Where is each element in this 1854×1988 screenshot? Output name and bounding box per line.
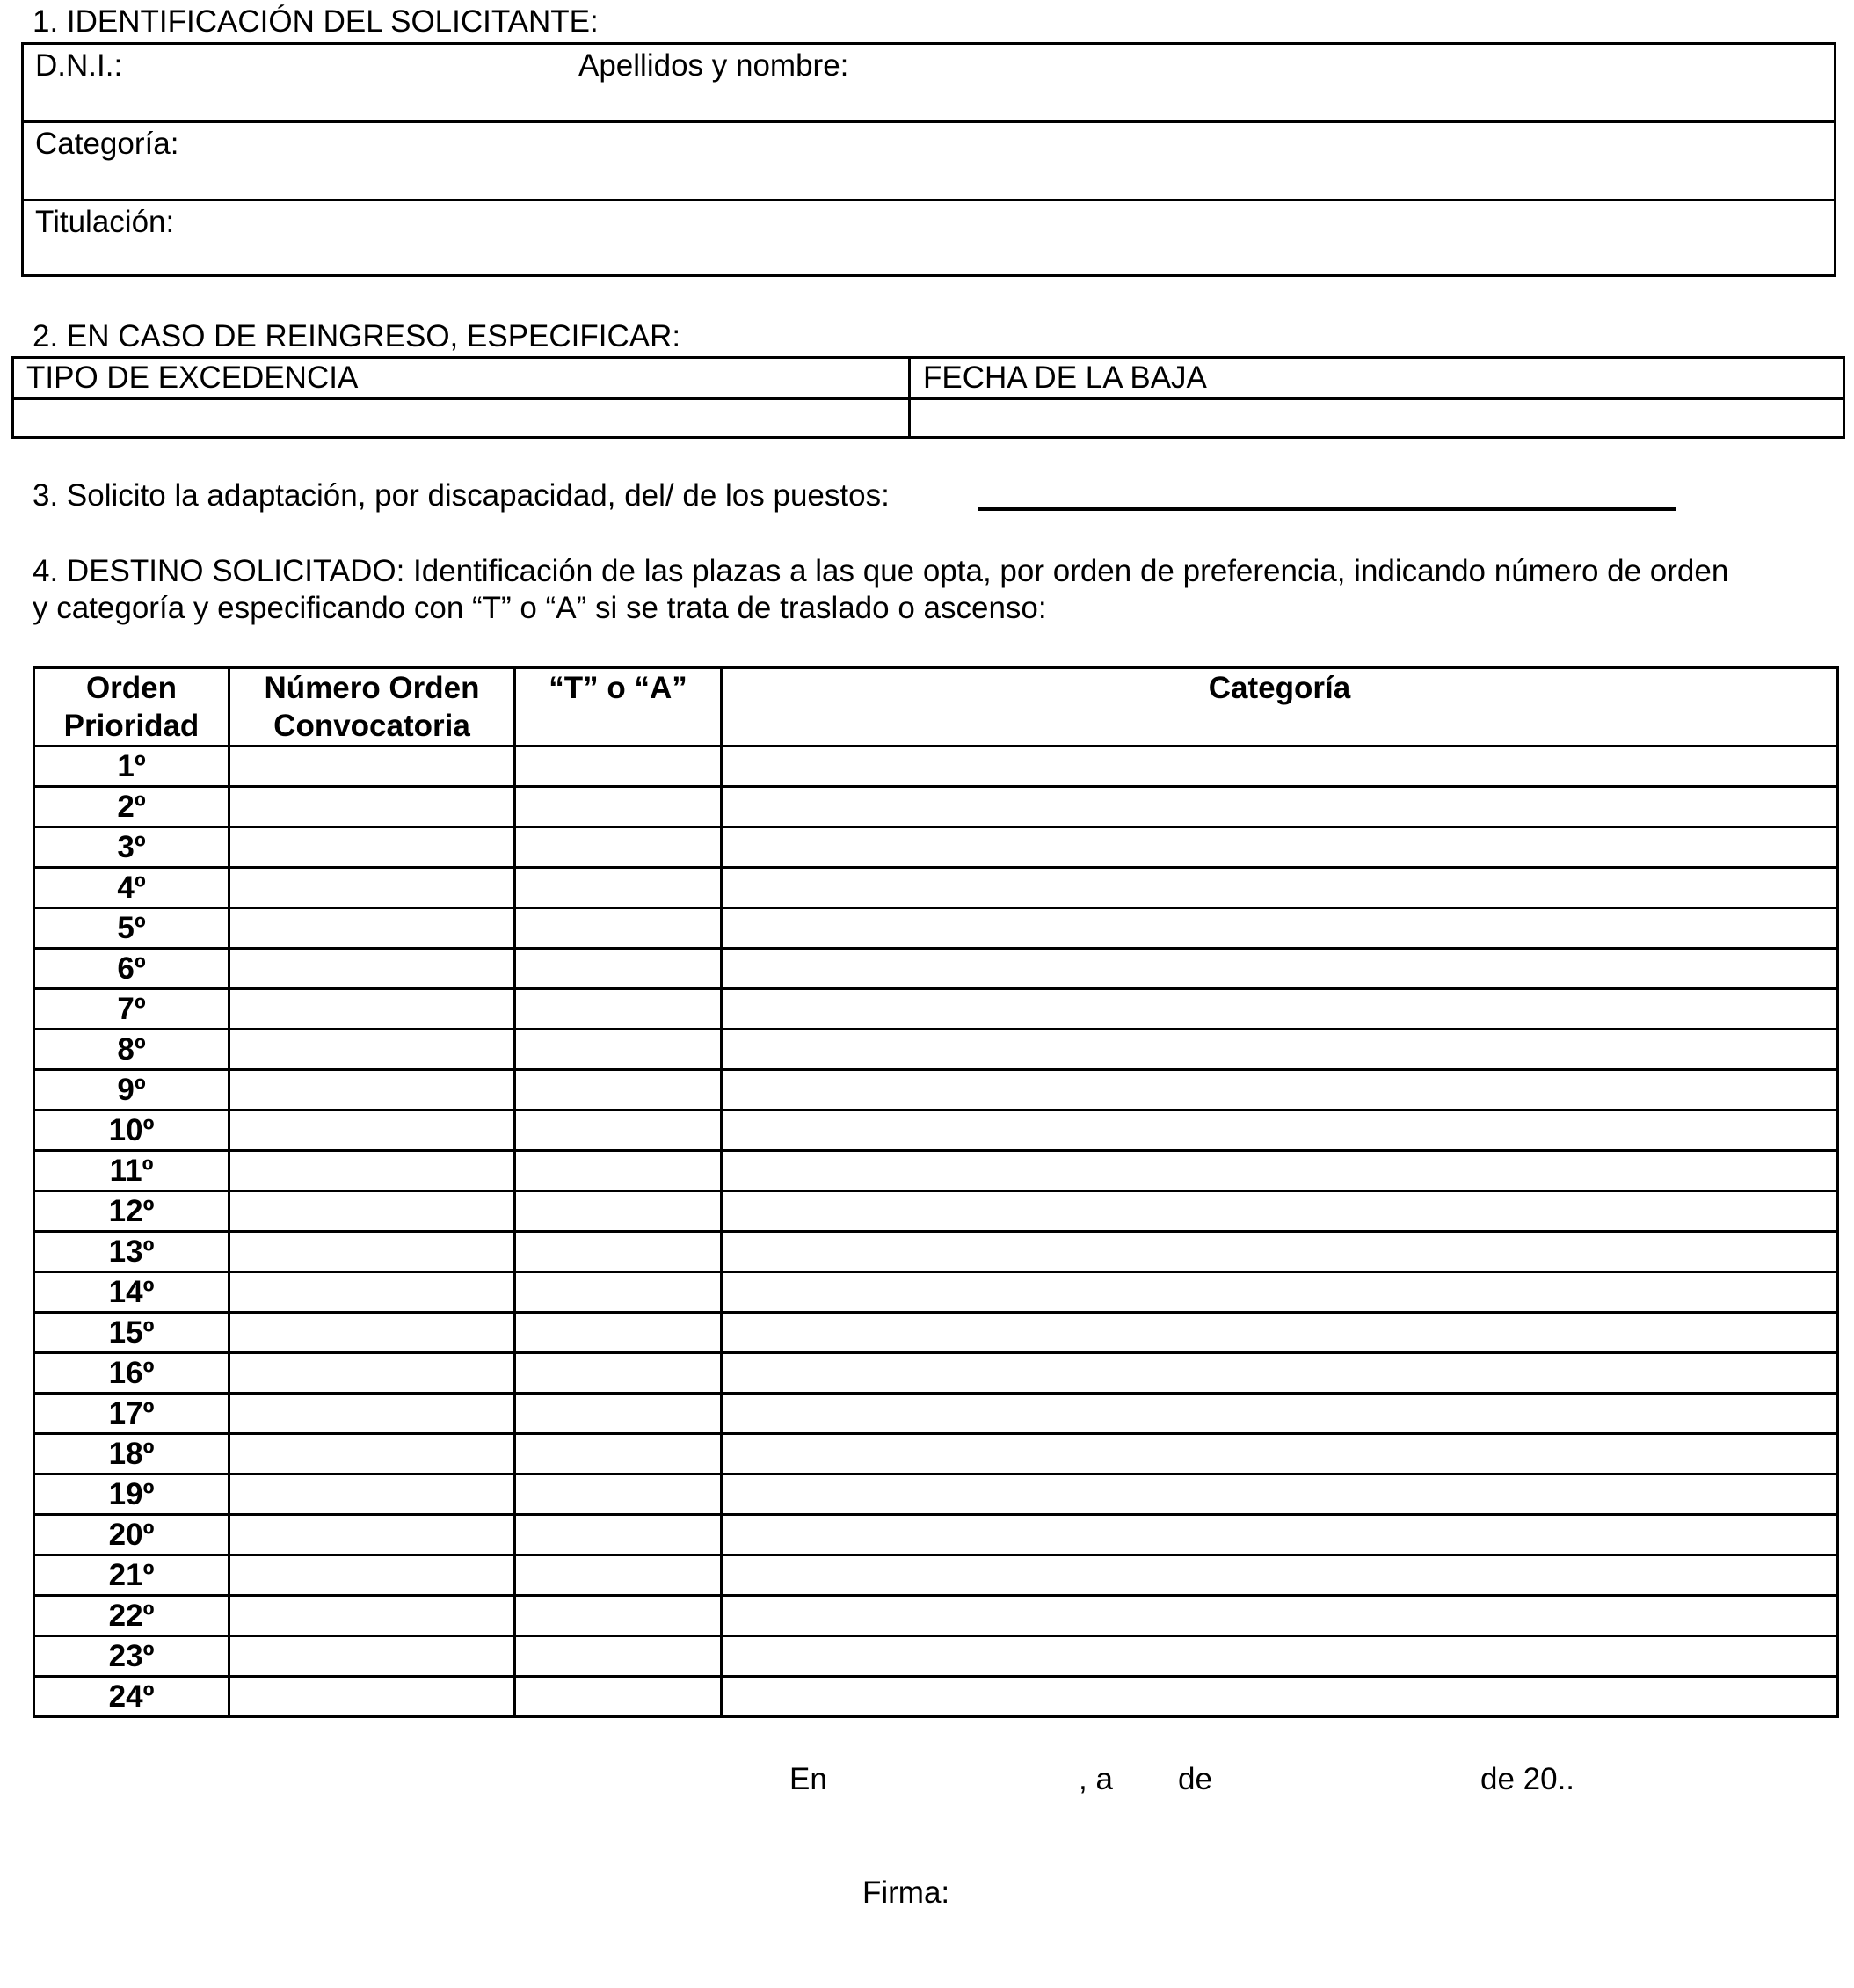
dni-name-row[interactable] [24, 45, 1834, 123]
category-cell[interactable] [722, 1394, 1838, 1434]
section4-text-line2: y categoría y especificando con “T” o “A” si se trata de traslado o ascenso: [33, 591, 1047, 625]
t-or-a-cell[interactable] [515, 1191, 722, 1232]
priority-row [34, 868, 1838, 908]
category-cell[interactable] [722, 1151, 1838, 1191]
priority-row [34, 1515, 1838, 1555]
header-orden-line1: Orden [85, 671, 178, 705]
priority-row [34, 1475, 1838, 1515]
t-or-a-cell[interactable] [515, 1555, 722, 1596]
priority-row [34, 1677, 1838, 1717]
category-cell[interactable] [722, 1596, 1838, 1636]
t-or-a-cell[interactable] [515, 1353, 722, 1394]
category-cell[interactable] [722, 746, 1838, 787]
category-cell[interactable] [722, 827, 1838, 868]
priority-row [34, 1151, 1838, 1191]
t-or-a-cell[interactable] [515, 949, 722, 989]
priority-row [34, 1070, 1838, 1111]
category-cell[interactable] [722, 1434, 1838, 1475]
convocatoria-number-cell[interactable] [229, 1151, 515, 1191]
footer-en: En [789, 1762, 827, 1796]
convocatoria-number-cell[interactable] [229, 868, 515, 908]
convocatoria-number-cell[interactable] [229, 908, 515, 949]
footer-de-2: de 20.. [1480, 1762, 1575, 1796]
t-or-a-cell[interactable] [515, 1111, 722, 1151]
footer-de-1: de [1178, 1762, 1212, 1796]
priority-order-cell: 11º [34, 1151, 229, 1191]
convocatoria-number-cell[interactable] [229, 1313, 515, 1353]
convocatoria-number-cell[interactable] [229, 1111, 515, 1151]
priority-order-cell: 24º [34, 1677, 229, 1717]
leave-date-field[interactable] [910, 399, 1844, 438]
priority-order-cell: 9º [34, 1070, 229, 1111]
priority-order-cell: 15º [34, 1313, 229, 1353]
header-numero-line1: Número Orden [264, 671, 480, 705]
category-cell[interactable] [722, 1515, 1838, 1555]
convocatoria-number-cell[interactable] [229, 746, 515, 787]
category-cell[interactable] [722, 1636, 1838, 1677]
t-or-a-cell[interactable] [515, 1596, 722, 1636]
section3-text: 3. Solicito la adaptación, por discapacidad, del/ de los puestos: [33, 478, 890, 513]
name-label: Apellidos y nombre: [578, 48, 849, 83]
priority-row [34, 1353, 1838, 1394]
priority-row [34, 746, 1838, 787]
t-or-a-cell[interactable] [515, 1151, 722, 1191]
header-categoria: Categoría [722, 668, 1838, 746]
convocatoria-number-cell[interactable] [229, 1596, 515, 1636]
t-or-a-cell[interactable] [515, 989, 722, 1030]
priority-order-cell: 3º [34, 827, 229, 868]
priority-order-cell: 8º [34, 1030, 229, 1070]
priority-order-cell: 19º [34, 1475, 229, 1515]
category-cell[interactable] [722, 1677, 1838, 1717]
priority-row [34, 989, 1838, 1030]
category-cell[interactable] [722, 1272, 1838, 1313]
priority-order-cell: 1º [34, 746, 229, 787]
t-or-a-cell[interactable] [515, 1313, 722, 1353]
convocatoria-number-cell[interactable] [229, 1475, 515, 1515]
priority-order-cell: 23º [34, 1636, 229, 1677]
convocatoria-number-cell[interactable] [229, 827, 515, 868]
convocatoria-number-cell[interactable] [229, 1434, 515, 1475]
priority-order-cell: 22º [34, 1596, 229, 1636]
applicant-identification-box [21, 42, 1836, 277]
convocatoria-number-cell[interactable] [229, 949, 515, 989]
priority-order-cell: 12º [34, 1191, 229, 1232]
category-cell[interactable] [722, 1555, 1838, 1596]
convocatoria-number-cell[interactable] [229, 989, 515, 1030]
leave-type-field[interactable] [13, 399, 910, 438]
convocatoria-number-cell[interactable] [229, 1191, 515, 1232]
header-orden-line2: Prioridad [63, 709, 200, 743]
category-label: Categoría: [35, 127, 179, 161]
priority-row [34, 1434, 1838, 1475]
convocatoria-number-cell[interactable] [229, 1555, 515, 1596]
category-cell[interactable] [722, 908, 1838, 949]
priority-order-cell: 21º [34, 1555, 229, 1596]
t-or-a-cell[interactable] [515, 746, 722, 787]
priority-row [34, 787, 1838, 827]
priority-row [34, 1111, 1838, 1151]
category-cell[interactable] [722, 989, 1838, 1030]
header-numero-line2: Convocatoria [273, 709, 470, 743]
priority-row [34, 1030, 1838, 1070]
priority-row [34, 827, 1838, 868]
category-cell[interactable] [722, 787, 1838, 827]
t-or-a-cell[interactable] [515, 1434, 722, 1475]
convocatoria-number-cell[interactable] [229, 1636, 515, 1677]
header-numero-orden-convocatoria [229, 668, 515, 746]
priority-order-cell: 13º [34, 1232, 229, 1272]
header-t-o-a: “T” o “A” [515, 668, 722, 746]
t-or-a-cell[interactable] [515, 908, 722, 949]
t-or-a-cell[interactable] [515, 1394, 722, 1434]
category-cell[interactable] [722, 949, 1838, 989]
convocatoria-number-cell[interactable] [229, 1272, 515, 1313]
convocatoria-number-cell[interactable] [229, 1394, 515, 1434]
degree-label: Titulación: [35, 205, 175, 239]
t-or-a-cell[interactable] [515, 827, 722, 868]
priority-order-cell: 17º [34, 1394, 229, 1434]
t-or-a-cell[interactable] [515, 1636, 722, 1677]
priority-order-cell: 10º [34, 1111, 229, 1151]
priority-row [34, 949, 1838, 989]
footer-a: , a [1079, 1762, 1113, 1796]
t-or-a-cell[interactable] [515, 1030, 722, 1070]
reentry-table [11, 356, 1845, 439]
priority-row [34, 1596, 1838, 1636]
signature-label: Firma: [862, 1875, 950, 1910]
header-orden-prioridad [34, 668, 229, 746]
section2-title: 2. EN CASO DE REINGRESO, ESPECIFICAR: [33, 319, 681, 353]
category-cell[interactable] [722, 1191, 1838, 1232]
convocatoria-number-cell[interactable] [229, 1070, 515, 1111]
convocatoria-number-cell[interactable] [229, 787, 515, 827]
priority-row [34, 1272, 1838, 1313]
priority-row [34, 1555, 1838, 1596]
priority-row [34, 1636, 1838, 1677]
category-row[interactable] [24, 123, 1834, 201]
category-cell[interactable] [722, 1232, 1838, 1272]
priority-order-cell: 20º [34, 1515, 229, 1555]
convocatoria-number-cell[interactable] [229, 1677, 515, 1717]
priority-order-cell: 14º [34, 1272, 229, 1313]
leave-date-header: FECHA DE LA BAJA [910, 358, 1844, 399]
priority-row [34, 1313, 1838, 1353]
t-or-a-cell[interactable] [515, 1475, 722, 1515]
t-or-a-cell[interactable] [515, 1232, 722, 1272]
leave-type-header: TIPO DE EXCEDENCIA [13, 358, 910, 399]
convocatoria-number-cell[interactable] [229, 1353, 515, 1394]
category-cell[interactable] [722, 1353, 1838, 1394]
category-cell[interactable] [722, 868, 1838, 908]
priority-order-cell: 18º [34, 1434, 229, 1475]
priority-row [34, 908, 1838, 949]
priority-order-cell: 5º [34, 908, 229, 949]
category-cell[interactable] [722, 1475, 1838, 1515]
degree-row[interactable] [24, 201, 1834, 280]
t-or-a-cell[interactable] [515, 1070, 722, 1111]
priority-row [34, 1394, 1838, 1434]
category-cell[interactable] [722, 1313, 1838, 1353]
convocatoria-number-cell[interactable] [229, 1515, 515, 1555]
t-or-a-cell[interactable] [515, 1677, 722, 1717]
destination-priority-table [33, 666, 1839, 1718]
t-or-a-cell[interactable] [515, 1272, 722, 1313]
t-or-a-cell[interactable] [515, 1515, 722, 1555]
priority-order-cell: 2º [34, 787, 229, 827]
convocatoria-number-cell[interactable] [229, 1232, 515, 1272]
category-cell[interactable] [722, 1111, 1838, 1151]
convocatoria-number-cell[interactable] [229, 1030, 515, 1070]
category-cell[interactable] [722, 1070, 1838, 1111]
section1-title: 1. IDENTIFICACIÓN DEL SOLICITANTE: [33, 4, 599, 39]
category-cell[interactable] [722, 1030, 1838, 1070]
priority-order-cell: 7º [34, 989, 229, 1030]
priority-row [34, 1232, 1838, 1272]
positions-blank-line[interactable] [978, 507, 1676, 511]
priority-order-cell: 16º [34, 1353, 229, 1394]
dni-label: D.N.I.: [35, 48, 123, 83]
priority-order-cell: 6º [34, 949, 229, 989]
priority-order-cell: 4º [34, 868, 229, 908]
t-or-a-cell[interactable] [515, 787, 722, 827]
priority-row [34, 1191, 1838, 1232]
section4-text-line1: 4. DESTINO SOLICITADO: Identificación de las plazas a las que opta, por orden de preferencia, indicando número de orden [33, 554, 1729, 588]
t-or-a-cell[interactable] [515, 868, 722, 908]
